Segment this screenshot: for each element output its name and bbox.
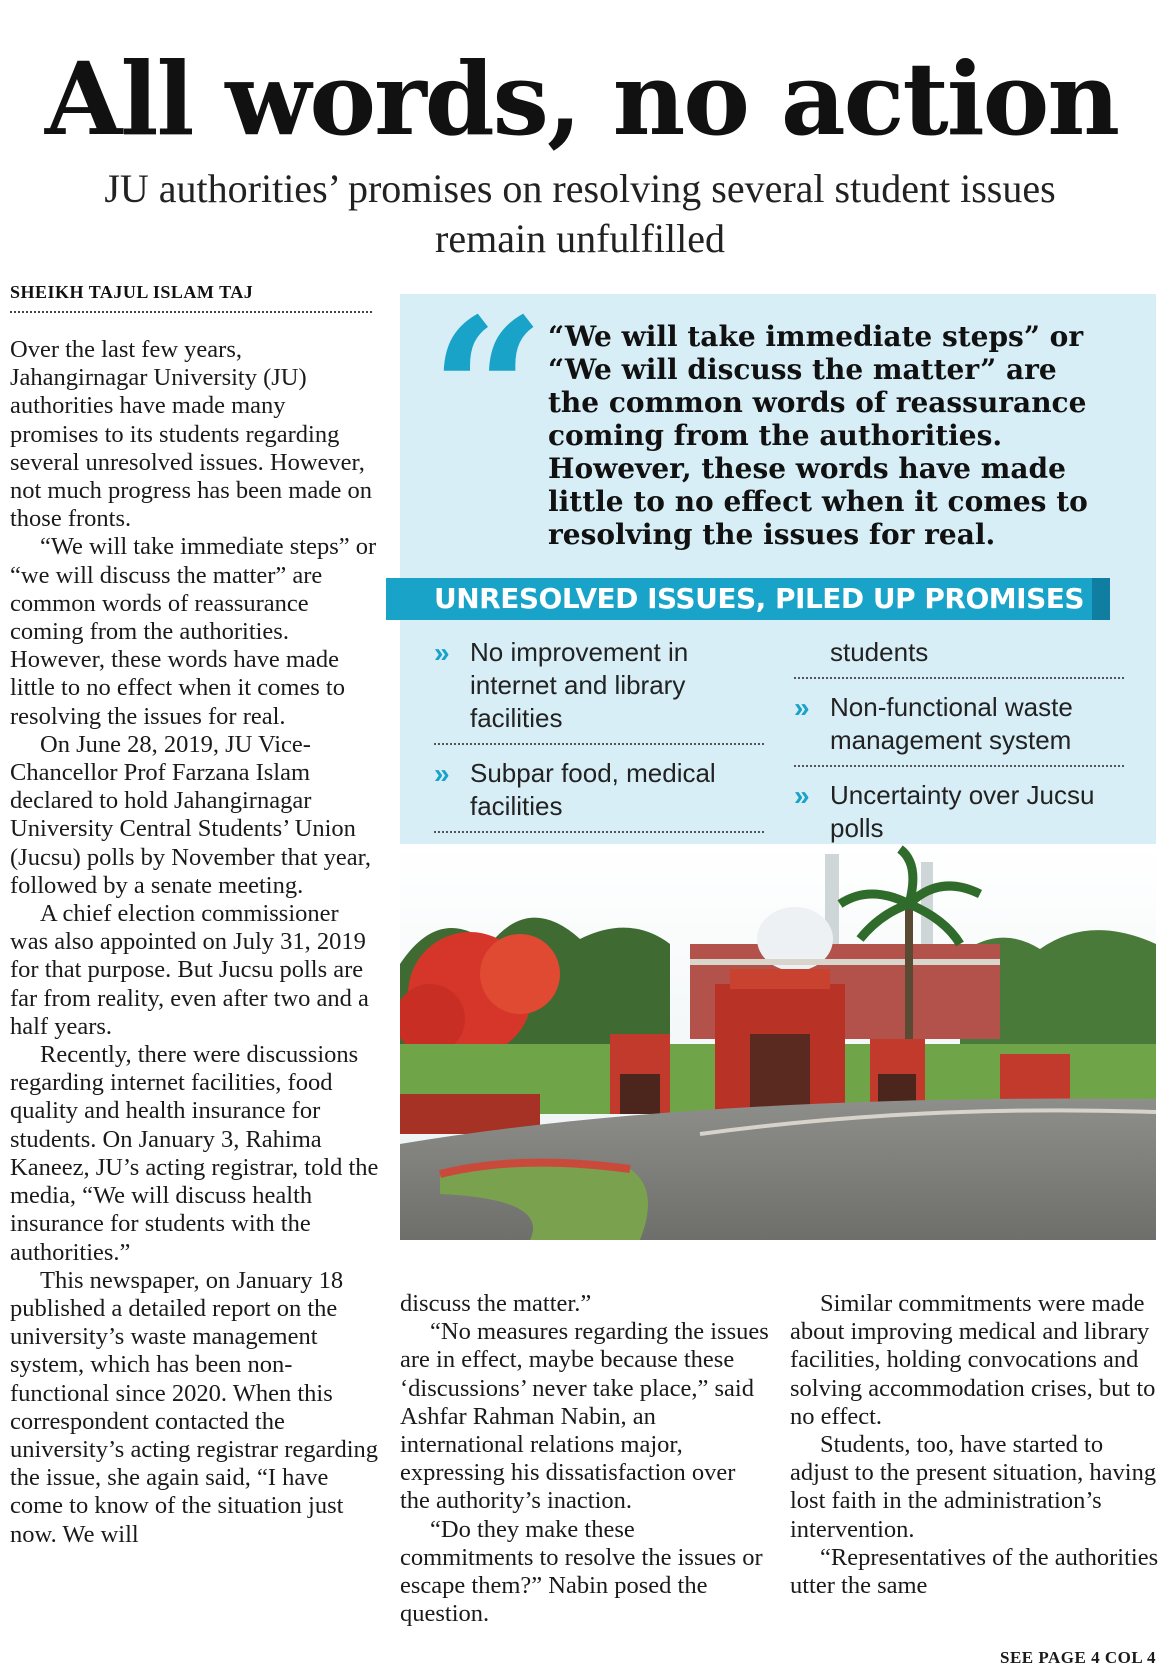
chevron-icon: » xyxy=(434,637,444,668)
issue-label: Non-functional waste management system xyxy=(830,692,1073,755)
article-column-1 xyxy=(10,336,380,1549)
issues-banner: UNRESOLVED ISSUES, PILED UP PROMISES xyxy=(386,578,1106,620)
headline: All words, no action xyxy=(44,40,1119,158)
issue-item xyxy=(794,691,1124,767)
continuation-note: SEE PAGE 4 COL 4 xyxy=(1000,1648,1156,1667)
paragraph: “Do they make these commitments to resolve the issues or escape them?” Nabin posed the question. xyxy=(400,1515,763,1628)
issue-item xyxy=(434,757,764,833)
paragraph: discuss the matter.” xyxy=(400,1290,592,1317)
pull-quote-text: “We will take immediate steps” or “We will discuss the matter” are the common words of reassurance coming from the authorities. However, these words have made little to no effect when it comes to resolving the issues for real. xyxy=(548,320,1088,551)
paragraph: On June 28, 2019, JU Vice-Chancellor Prof Farzana Islam declared to hold Jahangirnagar University Central Students’ Union (Jucsu) polls by November that year, followed by a senate meeting. xyxy=(10,730,371,899)
issues-list-right xyxy=(794,636,1124,865)
subheadline: JU authorities’ promises on resolving several student issues remain unfulfilled xyxy=(104,166,1056,261)
chevron-icon: » xyxy=(794,692,804,723)
paragraph: “Representatives of the authorities utter the same xyxy=(790,1543,1159,1600)
paragraph: “We will take immediate steps” or “we will discuss the matter” are common words of reassurance coming from the authorities. However, these words have made little to no effect when it comes to resolving the issues for real. xyxy=(10,533,377,730)
issue-label: students xyxy=(830,637,929,667)
paragraph: Students, too, have started to adjust to the present situation, having lost faith in the administration’s intervention. xyxy=(790,1431,1157,1543)
issue-item xyxy=(794,779,1124,853)
issue-label: Subpar food, medical facilities xyxy=(470,758,716,821)
issue-item xyxy=(434,636,764,745)
issue-continuation xyxy=(794,636,1124,679)
paragraph: A chief election commissioner was also appointed on July 31, 2019 for that purpose. But Jucsu polls are far from reality, even after two and a half years. xyxy=(10,900,369,1040)
campus-photo-illustration xyxy=(400,844,1156,1240)
byline: SHEIKH TAJUL ISLAM TAJ xyxy=(10,282,372,313)
paragraph: This newspaper, on January 18 published a detailed report on the university’s waste management system, which has been non-functional since 2020. When this correspondent contacted the university’s acting registrar regarding the issue, she again said, “I have come to know of the situation just now. We will xyxy=(10,1266,379,1548)
paragraph: Recently, there were discussions regarding internet facilities, food quality and health insurance for students. On January 3, Rahima Kaneez, JU’s acting registrar, told the media, “We will discuss health insurance for students with the authorities.” xyxy=(10,1041,379,1266)
issue-label: No improvement in internet and library facilities xyxy=(470,637,689,733)
chevron-icon: » xyxy=(434,758,444,789)
article-column-3 xyxy=(790,1290,1160,1600)
quote-mark-icon: “ xyxy=(430,275,546,510)
article-column-2 xyxy=(400,1290,770,1628)
paragraph: Over the last few years, Jahangirnagar University (JU) authorities have made many promises to its students regarding several unresolved issues. However, not much progress has been made on those fronts. xyxy=(10,336,372,533)
chevron-icon: » xyxy=(794,780,804,811)
campus-gate-photo xyxy=(400,844,1156,1240)
paragraph: “No measures regarding the issues are in effect, maybe because these ‘discussions’ never take place,” said Ashfar Rahman Nabin, an international relations major, expressing his dissatisfaction over the authority’s inaction. xyxy=(400,1318,769,1515)
paragraph: Similar commitments were made about improving medical and library facilities, holding convocations and solving accommodation crises, but to no effect. xyxy=(790,1290,1156,1430)
issue-label: Uncertainty over Jucsu polls xyxy=(830,780,1095,843)
banner-tab xyxy=(1092,578,1110,620)
